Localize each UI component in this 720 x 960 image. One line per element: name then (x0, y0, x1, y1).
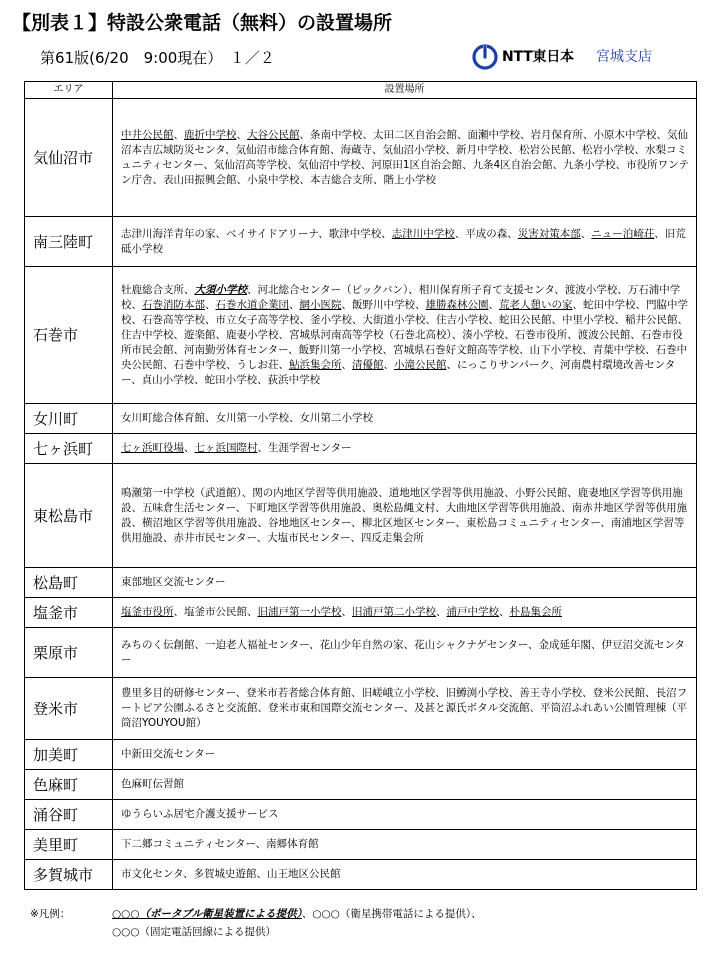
place-text: 、 (383, 358, 394, 371)
place-name-highlighted: 七ヶ浜町役場 (121, 442, 184, 454)
table-row (25, 770, 697, 800)
header-place: 設置場所 (113, 82, 697, 99)
place-cell (113, 267, 697, 404)
place-cell (113, 860, 697, 890)
place-text: 志津川海洋青年の家、ベイサイドアリーナ、歌津中学校、 (121, 227, 392, 240)
place-text: 、平成の森、 (454, 227, 518, 240)
place-cell (113, 628, 697, 678)
place-name-highlighted: 災害対策本部 (517, 227, 581, 240)
place-cell (113, 434, 697, 464)
area-cell: 多賀城市 (25, 860, 113, 890)
area-cell: 色麻町 (25, 770, 113, 800)
table-row (25, 568, 697, 598)
place-text: 色麻町伝習館 (121, 778, 184, 790)
area-cell: 美里町 (25, 830, 113, 860)
place-cell (113, 678, 697, 740)
area-cell: 塩釜市 (25, 598, 113, 628)
table-row (25, 800, 697, 830)
place-name-highlighted: 雄勝森林公園 (425, 298, 489, 311)
place-name-highlighted: 鹿折中学校 (184, 128, 237, 141)
branch-name: 宮城支店 (595, 49, 652, 65)
place-text: 東部地区交流センター (121, 576, 226, 588)
place-text: 中新田交流センター (121, 748, 216, 760)
place-name-highlighted: 大谷公民館 (247, 128, 300, 141)
place-text: 、河北総合センター（ビックバン）、相川保育所子育て支援センタ、渡波小学校、万石浦中学校、 (121, 283, 681, 311)
table-header-row (25, 82, 697, 99)
place-text: みちのく伝創館、一迫老人福祉センター、花山少年自然の家、花山シャクナゲセンター、金成延年閣、伊豆沼交流センター (121, 638, 686, 666)
place-text: 、 (580, 227, 592, 240)
place-text: 、にっこりサンパーク、河南農村環境改善センター、貞山小学校、蛇田小学校、荻浜中学校 (121, 358, 676, 386)
table-row (25, 830, 697, 860)
legend-separator: 、 (301, 908, 313, 920)
area-cell: 登米市 (25, 678, 113, 740)
place-name-highlighted: 大須小学校 (194, 283, 247, 296)
place-text: 鳴瀬第一中学校（武道館）、関の内地区学習等供用施設、道地地区学習等供用施設、小野公民館、鹿妻地区学習等供用施設、五味倉生活センター、下町地区学習等供用施設、奥松島縄文村、大曲地区学習等供用施設、南赤井地区学習等供用施設、横沼地区学習等供用施設、谷地地区センター、柳北区地区センター、東松島コミュニティセンター、南浦地区学習等供用施設、赤井市民センター、大塩市民センター、四反走集会所 (121, 486, 688, 544)
place-text: 市文化センタ、多賀城史遊館、山王地区公民館 (121, 868, 341, 880)
place-cell (113, 770, 697, 800)
place-name-highlighted: 小滝公民館 (394, 358, 447, 371)
area-cell: 気仙沼市 (25, 99, 113, 217)
place-name-highlighted: 清優館 (352, 358, 384, 371)
place-cell (113, 99, 697, 217)
legend-label: ※凡例： (30, 908, 71, 920)
place-text: 、 (341, 358, 352, 371)
table-row (25, 678, 697, 740)
table-row (25, 267, 697, 404)
logo-text: NTT東日本 (502, 49, 574, 65)
place-cell (113, 830, 697, 860)
table-row (25, 740, 697, 770)
place-text: 、蛇田中学校、門脇中学校、石巻高等学校、市立女子高等学校、釜小学校、大街道小学校、住吉小学校、蛇田公民館、中里小学校、稲井公民館、住吉中学校、遊楽館、鹿妻小学校、宮城県河南高等学校（石巻北高校）、湊小学校、石巻市役所、渡波公民館、石巻市役所市民会館、河南勤労体育センター、飯野川第一小学校、宮城県石巻好文館高等学校、山下小学校、青葉中学校、石巻中央公民館、石巻中学校、うしお荘、 (121, 298, 688, 371)
area-cell: 栗原市 (25, 628, 113, 678)
place-text: 、 (205, 298, 216, 311)
place-name-highlighted: 石巻水道企業団 (215, 298, 289, 311)
place-text: ゆうらいふ居宅介護支援サービス (121, 808, 279, 820)
place-cell (113, 740, 697, 770)
table-row (25, 404, 697, 434)
place-name-highlighted: 網小医院 (299, 298, 342, 311)
place-name-highlighted: 荒老人憩いの家 (499, 298, 573, 311)
place-text: 下二郷コミュニティセンター、南郷体育館 (121, 838, 319, 850)
place-name-highlighted: 中井公民館 (121, 128, 174, 141)
area-cell: 東松島市 (25, 464, 113, 568)
place-cell (113, 217, 697, 267)
place-text: 、生涯学習センター (257, 442, 352, 454)
ntt-logo (472, 42, 652, 72)
table-body (25, 99, 697, 890)
edition-label: 第61版(6/20 9:00現在） １／２ (40, 49, 275, 67)
area-cell: 石巻市 (25, 267, 113, 404)
place-text: 、 (236, 128, 247, 141)
area-cell: 女川町 (25, 404, 113, 434)
place-text: 、 (499, 606, 510, 618)
legend-satellite: ○○○（衛星携帯電話による提供） (312, 908, 472, 920)
area-cell: 南三陸町 (25, 217, 113, 267)
place-text: 、 (436, 606, 447, 618)
place-text: 、 (184, 442, 195, 454)
place-text: 牡鹿総合支所、 (121, 283, 195, 296)
legend-separator-2: 、 (471, 908, 482, 920)
place-text: 、塩釜市公民館、 (173, 606, 258, 618)
place-name-highlighted: 浦戸中学校 (446, 606, 499, 618)
table-row (25, 628, 697, 678)
place-text: 、 (289, 298, 300, 311)
place-text: 豊里多目的研修センター、登米市若者総合体育館、旧嵯峨立小学校、旧鱒渕小学校、善王寺小学校、登米公民館、長沼フートピア公園ふるさと交流館、登米市東和国際交流センター、及甚と源氏ボタル交流館、平筒沼ふれあい公園管理棟（平筒沼YOUYOU館） (121, 687, 688, 729)
table-row (25, 860, 697, 890)
page-title: 【別表１】特設公衆電話（無料）の設置場所 (12, 12, 393, 34)
place-name-highlighted: 朴島集会所 (509, 606, 562, 618)
place-cell (113, 568, 697, 598)
place-name-highlighted: 志津川中学校 (391, 227, 455, 240)
place-text: 、飯野川中学校、 (341, 298, 426, 311)
table-row (25, 99, 697, 217)
ntt-logo-icon (472, 44, 498, 70)
place-name-highlighted: 塩釜市役所 (121, 606, 174, 618)
table-row (25, 464, 697, 568)
area-cell: 涌谷町 (25, 800, 113, 830)
table-row (25, 217, 697, 267)
place-text: 女川町総合体育館、女川第一小学校、女川第二小学校 (121, 412, 373, 424)
place-text: 、旧荒砥小学校 (121, 227, 686, 255)
place-text: 、 (173, 128, 184, 141)
place-name-highlighted: 旧浦戸第一小学校 (257, 606, 342, 618)
table-row (25, 598, 697, 628)
area-cell: 松島町 (25, 568, 113, 598)
place-name-highlighted: 鮎浜集会所 (289, 358, 342, 371)
place-text: 、条南中学校、太田二区自治会館、面瀬中学校、岩月保育所、小原木中学校、気仙沼本吉広域防災センタ、気仙沼市総合体育館、海蔵寺、気仙沼小学校、新月中学校、松岩公民館、松岩小学校、水梨コミュニティセンター、気仙沼高等学校、気仙沼中学校、河原田1区自治会館、九条4区自治会館、九条小学校、市役所ワンテン庁舎、表山田振興会館、小泉中学校、本吉総合支所、階上小学校 (121, 128, 690, 186)
header-area: エリア (25, 82, 113, 99)
place-name-highlighted: 石巻消防本部 (142, 298, 205, 311)
place-name-highlighted: 旧浦戸第二小学校 (352, 606, 436, 618)
place-cell (113, 404, 697, 434)
legend (30, 905, 700, 941)
installation-table (24, 81, 697, 890)
area-cell: 加美町 (25, 740, 113, 770)
place-cell (113, 598, 697, 628)
place-name-highlighted: 七ヶ浜国際村 (194, 442, 258, 454)
place-text: 、 (488, 298, 499, 311)
place-cell (113, 464, 697, 568)
legend-fixed: ○○○（固定電話回線による提供） (112, 926, 276, 938)
area-cell: 七ヶ浜町 (25, 434, 113, 464)
place-name-highlighted: ニュー泊崎荘 (591, 227, 655, 240)
place-cell (113, 800, 697, 830)
legend-portable: ○○○（ポータブル衛星装置による提供） (112, 908, 302, 920)
place-text: 、 (341, 606, 352, 618)
table-row (25, 434, 697, 464)
